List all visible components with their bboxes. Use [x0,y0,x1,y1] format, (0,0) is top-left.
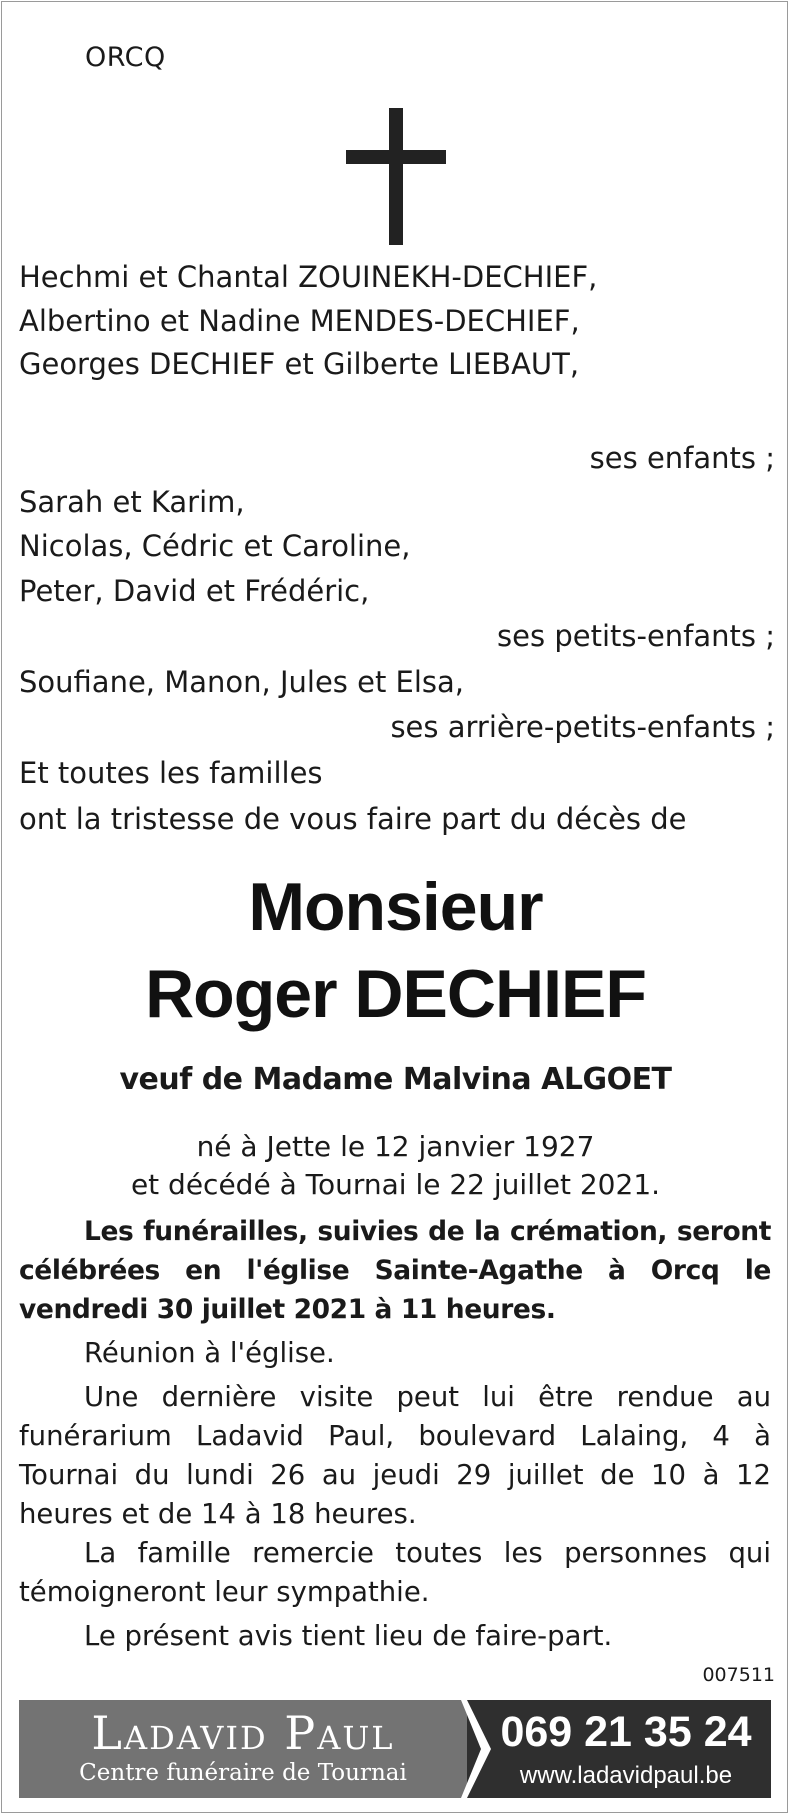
great-grandchildren-role: ses arrière-petits-enfants ; [390,710,775,744]
funeral-home-banner [19,1700,771,1798]
visit-paragraph: Une dernière visite peut lui être rendue au funérarium Ladavid Paul, boulevard Lalaing, 4 à Tournai du lundi 26 au jeudi 29 juillet de 10 à 12 heures et de 14 à 18 heures. [19,1381,771,1530]
children-role: ses enfants ; [589,441,775,475]
closing-line: Et toutes les familles [19,756,323,790]
child-line: Hechmi et Chantal ZOUINEKH-DECHIEF, [19,260,598,294]
great-grandchild-line: Soufiane, Manon, Jules et Elsa, [19,665,465,699]
death-info: et décédé à Tournai le 22 juillet 2021. [130,1168,661,1201]
grandchild-line: Sarah et Karim, [19,485,245,519]
cross-icon-bar [346,150,446,164]
child-line: Georges DECHIEF et Gilberte LIEBAUT, [19,347,580,381]
notice-paragraph: Le présent avis tient lieu de faire-part. [84,1620,613,1652]
closing-line: ont la tristesse de vous faire part du décès de [19,802,687,836]
brand-name: Ladavid Paul [91,1706,395,1760]
brand-subtitle: Centre funéraire de Tournai [79,1760,407,1786]
reference-number: 007511 [702,1664,775,1686]
funeral-paragraph: Les funérailles, suivies de la crémation, seront célébrées en l'église Sainte-Agathe à Orcq le vendredi 30 juillet 2021 à 11 heures. [19,1216,771,1325]
deceased-title: Monsieur [248,869,543,945]
thanks-paragraph: La famille remercie toutes les personnes qui témoigneront leur sympathie. [19,1537,771,1608]
phone-number: 069 21 35 24 [500,1708,752,1756]
grandchild-line: Nicolas, Cédric et Caroline, [19,529,411,563]
meeting-paragraph: Réunion à l'église. [84,1337,335,1369]
cross-icon [389,108,403,245]
grandchild-line: Peter, David et Frédéric, [19,574,370,608]
widow-of: veuf de Madame Malvina ALGOET [119,1062,672,1097]
deceased-name: Roger DECHIEF [145,956,646,1032]
birth-info: né à Jette le 12 janvier 1927 [196,1130,595,1163]
child-line: Albertino et Nadine MENDES-DECHIEF, [19,304,580,338]
town-label: ORCQ [85,42,166,73]
website-link: www.ladavidpaul.be [519,1762,733,1789]
grandchildren-role: ses petits-enfants ; [497,619,775,653]
